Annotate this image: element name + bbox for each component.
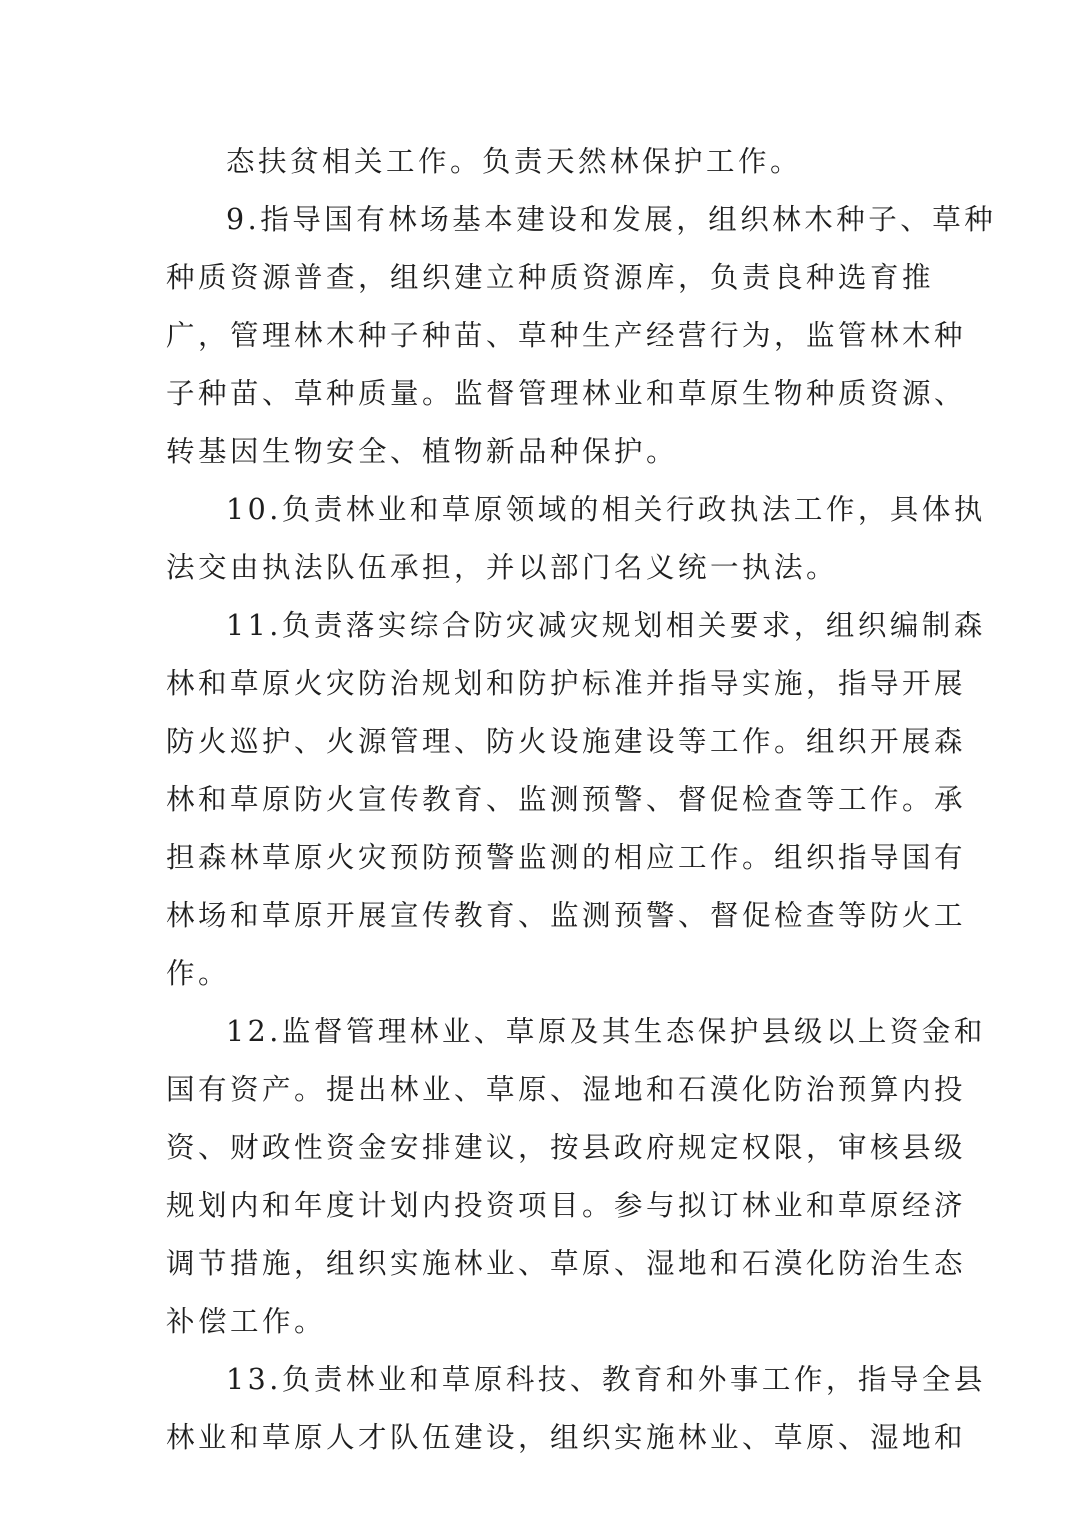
text-line: 法交由执法队伍承担，并以部门名义统一执法。: [166, 551, 839, 584]
text-line: 国有资产。提出林业、草原、湿地和石漠化防治预算内投: [166, 1073, 967, 1106]
text-line: 转基因生物安全、植物新品种保护。: [166, 435, 679, 468]
text-line: 规划内和年度计划内投资项目。参与拟订林业和草原经济: [166, 1189, 967, 1222]
text-line: 种质资源普查，组织建立种质资源库，负责良种选育推: [166, 261, 935, 294]
text-line: 广，管理林木种子种苗、草种生产经营行为，监管林木种: [166, 319, 967, 352]
text-line: 11.负责落实综合防灾减灾规划相关要求，组织编制森: [226, 609, 986, 642]
text-line: 林业和草原人才队伍建设，组织实施林业、草原、湿地和: [166, 1421, 967, 1454]
text-line: 子种苗、草种质量。监督管理林业和草原生物种质资源、: [166, 377, 967, 410]
text-line: 担森林草原火灾预防预警监测的相应工作。组织指导国有: [166, 841, 967, 874]
text-line: 13.负责林业和草原科技、教育和外事工作，指导全县: [226, 1363, 986, 1396]
text-line: 10.负责林业和草原领域的相关行政执法工作，具体执: [226, 493, 986, 526]
document-body: [166, 133, 997, 1467]
text-line: 9.指导国有林场基本建设和发展，组织林木种子、草种: [226, 203, 997, 236]
text-line: 调节措施，组织实施林业、草原、湿地和石漠化防治生态: [166, 1247, 967, 1280]
text-line: 林和草原防火宣传教育、监测预警、督促检查等工作。承: [166, 783, 967, 816]
text-line: 补偿工作。: [166, 1305, 327, 1338]
text-line: 态扶贫相关工作。负责天然林保护工作。: [226, 145, 803, 178]
text-line: 防火巡护、火源管理、防火设施建设等工作。组织开展森: [166, 725, 967, 758]
text-line: 林场和草原开展宣传教育、监测预警、督促检查等防火工: [166, 899, 967, 932]
text-line: 作。: [166, 957, 231, 990]
text-line: 林和草原火灾防治规划和防护标准并指导实施，指导开展: [166, 667, 967, 700]
text-line: 资、财政性资金安排建议，按县政府规定权限，审核县级: [166, 1131, 967, 1164]
text-line: 12.监督管理林业、草原及其生态保护县级以上资金和: [226, 1015, 986, 1048]
